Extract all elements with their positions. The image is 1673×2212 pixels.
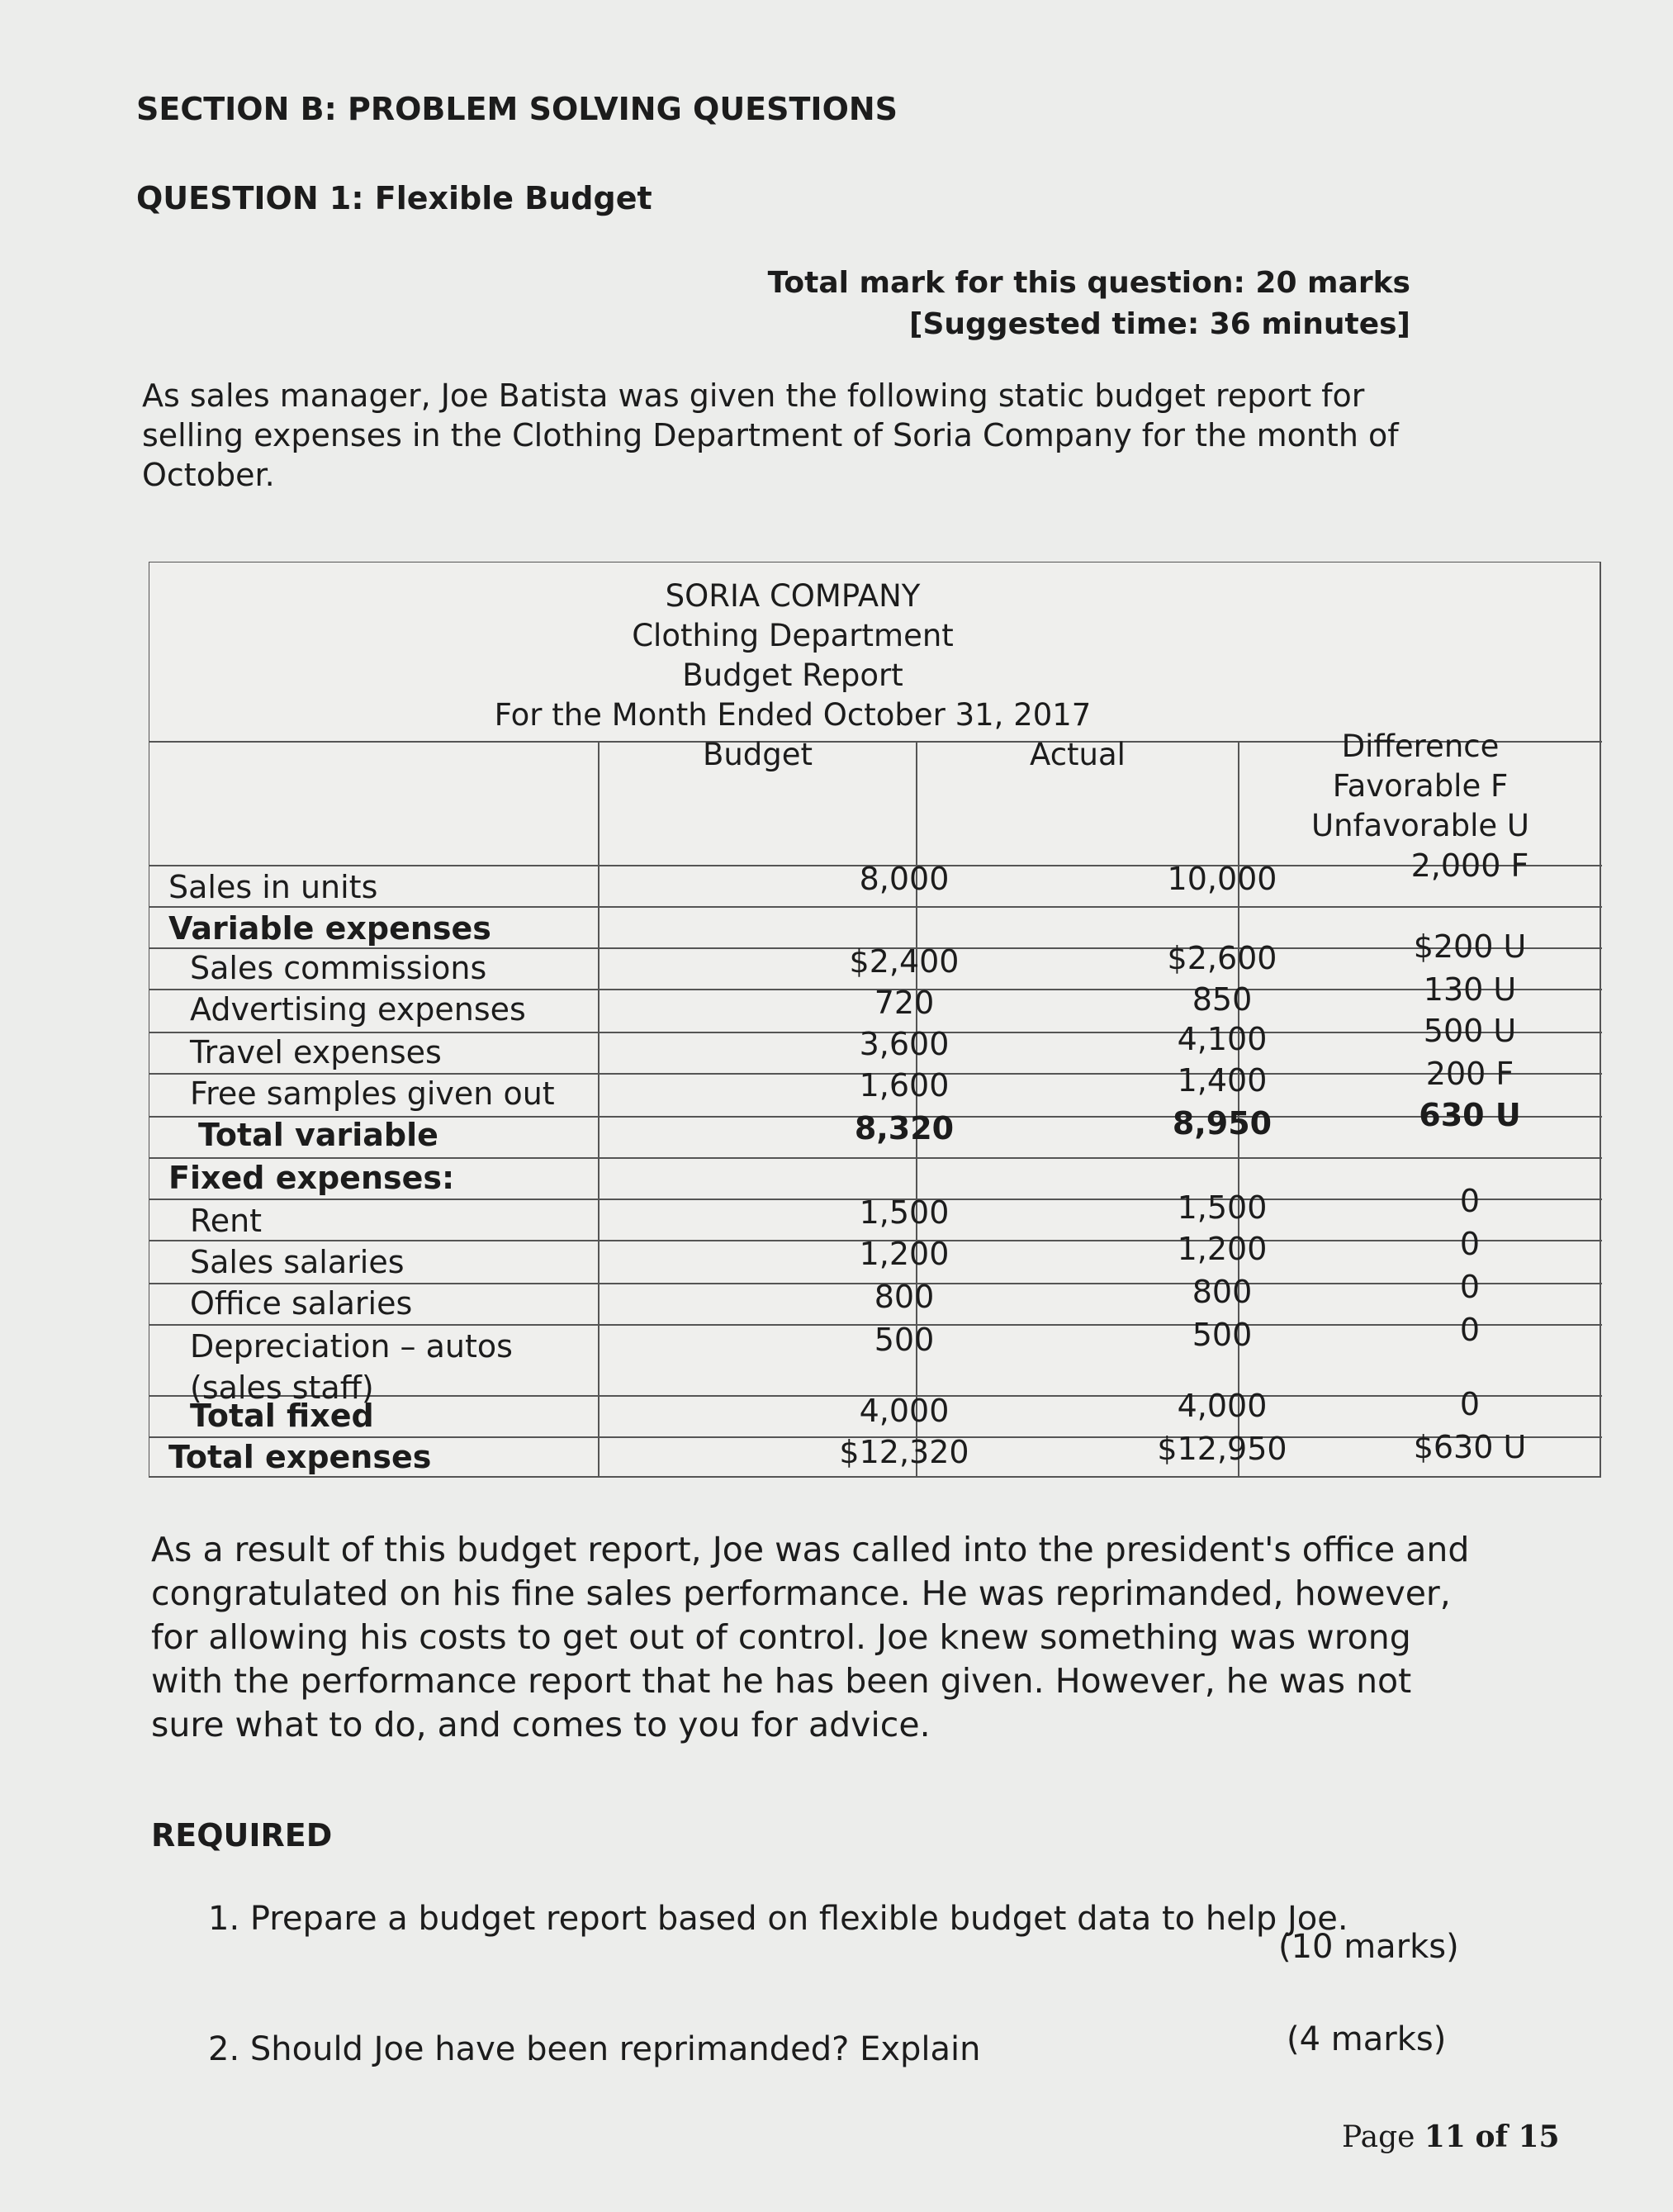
cell-budget: $2,400 [849,943,960,980]
cell-budget: 720 [874,985,935,1021]
col-header-unfavorable: Unfavorable U [1310,808,1530,843]
row-label-continued: (sales staff) [190,1369,374,1406]
scenario-paragraph: As a result of this budget report, Joe was called into the president's office and congratulated on his fine sales performance. He was reprimanded, however, for allowing his costs to get out of control. Joe knew something was wrong with the performance report that he has been given. However, he was not sure what to do, and comes to you for advice. [151,1530,1470,1744]
cell-actual: 1,200 [1177,1231,1268,1267]
page-prefix: Page [1342,2120,1415,2154]
report-title: Budget Report [682,657,903,693]
cell-budget: 1,200 [859,1236,950,1272]
page-current: 11 [1424,2119,1466,2154]
cell-difference: 2,000 F [1410,847,1529,884]
cell-actual: 10,000 [1167,861,1277,897]
row-label: Office salaries [190,1285,413,1322]
row-label: Sales in units [168,869,378,905]
total-marks: Total mark for this question: 20 marks [767,266,1410,300]
row-heading-variable: Variable expenses [168,910,491,947]
row-heading-fixed: Fixed expenses: [168,1160,455,1196]
required-heading: REQUIRED [151,1817,333,1854]
col-header-difference: Difference [1341,729,1500,764]
cell-difference: 500 U [1423,1013,1517,1049]
col-header-budget: Budget [702,737,813,772]
cell-budget: $12,320 [839,1434,969,1470]
cell-difference: 0 [1459,1183,1481,1219]
cell-actual: 1,400 [1177,1062,1268,1099]
cell-budget: 1,500 [859,1194,950,1231]
requirement-2: 2. Should Joe have been reprimanded? Explain [208,2030,981,2068]
row-label: Advertising expenses [190,991,526,1028]
cell-difference: $200 U [1413,928,1527,965]
cell-actual: 500 [1192,1317,1253,1353]
cell-difference: 0 [1459,1269,1481,1305]
cell-budget: 1,600 [859,1067,950,1104]
row-label: Rent [190,1203,263,1239]
report-department: Clothing Department [632,618,954,653]
cell-difference: 0 [1459,1386,1481,1422]
intro-paragraph: As sales manager, Joe Batista was given the following static budget report for selling expenses in the Clothing Department of Soria Company for the month of October. [142,377,1399,493]
cell-difference: 130 U [1423,971,1517,1008]
page-number [1342,2119,1560,2154]
row-label-total-fixed: Total fixed [190,1398,374,1434]
budget-report-table [149,562,1602,1479]
cell-actual: $12,950 [1157,1431,1287,1467]
cell-budget: 800 [874,1279,935,1315]
cell-actual: 850 [1192,981,1253,1018]
cell-actual: $2,600 [1167,940,1277,976]
requirement-2-marks: (4 marks) [1287,2020,1447,2058]
row-label: Sales commissions [190,950,487,986]
cell-budget: 8,000 [859,861,950,897]
page-total: of 15 [1475,2119,1560,2154]
requirement-1-marks: (10 marks) [1278,1928,1459,1966]
cell-budget: 4,000 [859,1393,950,1429]
suggested-time: [Suggested time: 36 minutes] [909,307,1410,341]
cell-actual: 4,100 [1177,1021,1268,1057]
cell-actual: 8,950 [1172,1105,1273,1142]
cell-budget: 500 [874,1322,935,1358]
cell-difference: $630 U [1413,1429,1527,1465]
cell-actual: 800 [1192,1274,1253,1310]
requirement-1: 1. Prepare a budget report based on flexible budget data to help Joe. [208,1900,1348,1938]
cell-difference: 630 U [1419,1097,1521,1133]
row-label-total-variable: Total variable [198,1117,438,1153]
section-heading: SECTION B: PROBLEM SOLVING QUESTIONS [136,91,898,127]
cell-actual: 4,000 [1177,1388,1268,1424]
row-label: Free samples given out [190,1075,555,1112]
report-period: For the Month Ended October 31, 2017 [494,697,1092,733]
row-label: Depreciation – autos [190,1328,513,1365]
cell-actual: 1,500 [1177,1189,1268,1226]
report-company: SORIA COMPANY [665,578,921,614]
cell-difference: 0 [1459,1226,1481,1262]
row-label: Travel expenses [190,1034,442,1070]
col-header-actual: Actual [1030,737,1126,772]
row-label: Sales salaries [190,1244,405,1280]
cell-difference: 0 [1459,1312,1481,1348]
question-heading: QUESTION 1: Flexible Budget [136,180,652,216]
cell-budget: 3,600 [859,1026,950,1062]
cell-budget: 8,320 [854,1110,955,1146]
cell-difference: 200 F [1425,1056,1514,1092]
marks-info [768,263,1410,345]
col-header-favorable: Favorable F [1332,768,1509,804]
row-label-total-expenses: Total expenses [168,1439,432,1475]
